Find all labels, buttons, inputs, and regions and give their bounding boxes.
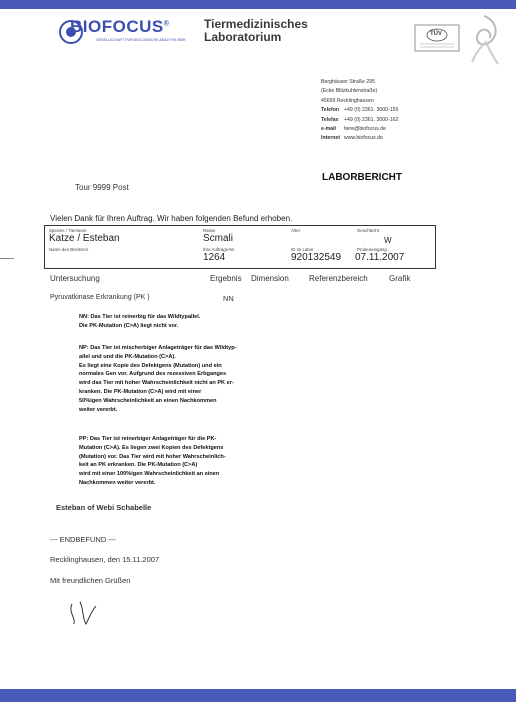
sex-label: Geschlecht [357, 228, 379, 233]
phone-line: Telefon +49 (0) 2361. 3000-159 [321, 107, 399, 114]
result-explanation-np: NP: Das Tier ist mischerbiger Anlageträger für das Wildtyp- allel und und die PK-Mutation (C>A). Es liegt eine Kopie des Defektgens (Mutation) und ein normales Gen vor. Aufgrund des rezessiven Erbganges wird das Tier mit hoher Wahrscheinlichkeit nicht an PK er- kranken. Die PK-Mutation (C>A) wird mit einer 50%igen Wahrscheinlichkeit an einen Nachkommen weiter vererbt. [79, 345, 237, 413]
greeting: Mit freundlichen Grüßen [50, 576, 131, 585]
logo-subtitle: GESELLSCHAFT FÜR BIOLOGISCHE ANALYTIK MBH [96, 38, 186, 42]
tuv-label: TÜV [430, 31, 442, 37]
fax-line: Telefax +49 (0) 2361. 3000-162 [321, 116, 399, 123]
labid-label: ID im Labor [291, 247, 314, 252]
age-label: Alter [291, 228, 301, 233]
logo-text: BIOFOCUS® [70, 17, 170, 36]
date-value: 07.11.2007 [355, 252, 405, 263]
labid-value: 920132549 [291, 252, 342, 263]
internet-line: Internet www.biofocus.de [321, 135, 383, 142]
owner-name: Esteban of Webi Schabelle [56, 503, 152, 512]
species-value: Katze / Esteban [49, 233, 120, 244]
place-date: Recklinghausen, den 15.11.2007 [50, 555, 160, 564]
email-line: e-mail tiere@biofocus.de [321, 126, 386, 133]
column-header-untersuchung: Untersuchung [50, 274, 100, 283]
result-explanation-nn: NN: Das Tier ist reinerbig für das Wildtypallel. Die PK-Mutation (C>A) liegt nicht vor. [79, 314, 201, 329]
test-name: Pyruvatkinase Erkrankung (PK ) [50, 294, 150, 301]
lab-address-block [321, 78, 398, 144]
swirl-emblem-icon [462, 12, 506, 68]
top-color-bar [0, 0, 516, 9]
bottom-color-bar [0, 689, 516, 702]
address-line: Berghäuser Straße 295 [321, 79, 375, 85]
order-value: 1264 [203, 252, 226, 263]
end-marker: --- ENDBEFUND --- [50, 535, 116, 544]
date-label: Probeneingang [357, 247, 387, 252]
order-label: Ihre Auftrags-Nr. [203, 247, 235, 252]
tuv-seal-icon [414, 24, 460, 52]
column-header-ergebnis: Ergebnis [210, 274, 242, 283]
lab-title: Tiermedizinisches Laboratorium [204, 17, 308, 44]
result-explanation-pp: PP: Das Tier ist reinerbiger Anlageträger für die PK- Mutation (C>A). Es liegen zwei Kopien des Defektgens (Mutation) vor. Das Tier wird mit hoher Wahrscheinlich- keit an PK erkranken. Die PK-Mutation (C>A) wird mit einer 100%igen Wahrscheinlichkeit an einen Nachkommen weiter vererbt. [79, 436, 226, 486]
tuv-certification-badge [414, 24, 460, 52]
thanks-text: Vielen Dank für Ihren Auftrag. Wir haben folgenden Befund erhoben. [50, 214, 293, 223]
address-line: 45659 Recklinghausen [321, 97, 374, 104]
column-header-dimension: Dimension [251, 274, 289, 283]
tour-line: Tour 9999 Post [75, 183, 129, 192]
race-value: Scmali [203, 233, 234, 244]
sample-info-box [44, 225, 436, 269]
column-header-grafik: Grafik [389, 274, 411, 283]
column-header-referenzbereich: Referenzbereich [309, 274, 368, 283]
species-label: Spezies / Tiername [49, 228, 87, 233]
fold-mark [0, 258, 14, 259]
test-result: NN [223, 294, 234, 303]
report-title: LABORBERICHT [322, 172, 402, 183]
signature-icon [66, 598, 100, 626]
sex-value: W [384, 236, 392, 245]
address-line: (Ecke Blitzkuhlenstraße) [321, 88, 378, 95]
owner-label: Name des Besitzers [49, 247, 89, 252]
race-label: Rasse [203, 228, 216, 233]
